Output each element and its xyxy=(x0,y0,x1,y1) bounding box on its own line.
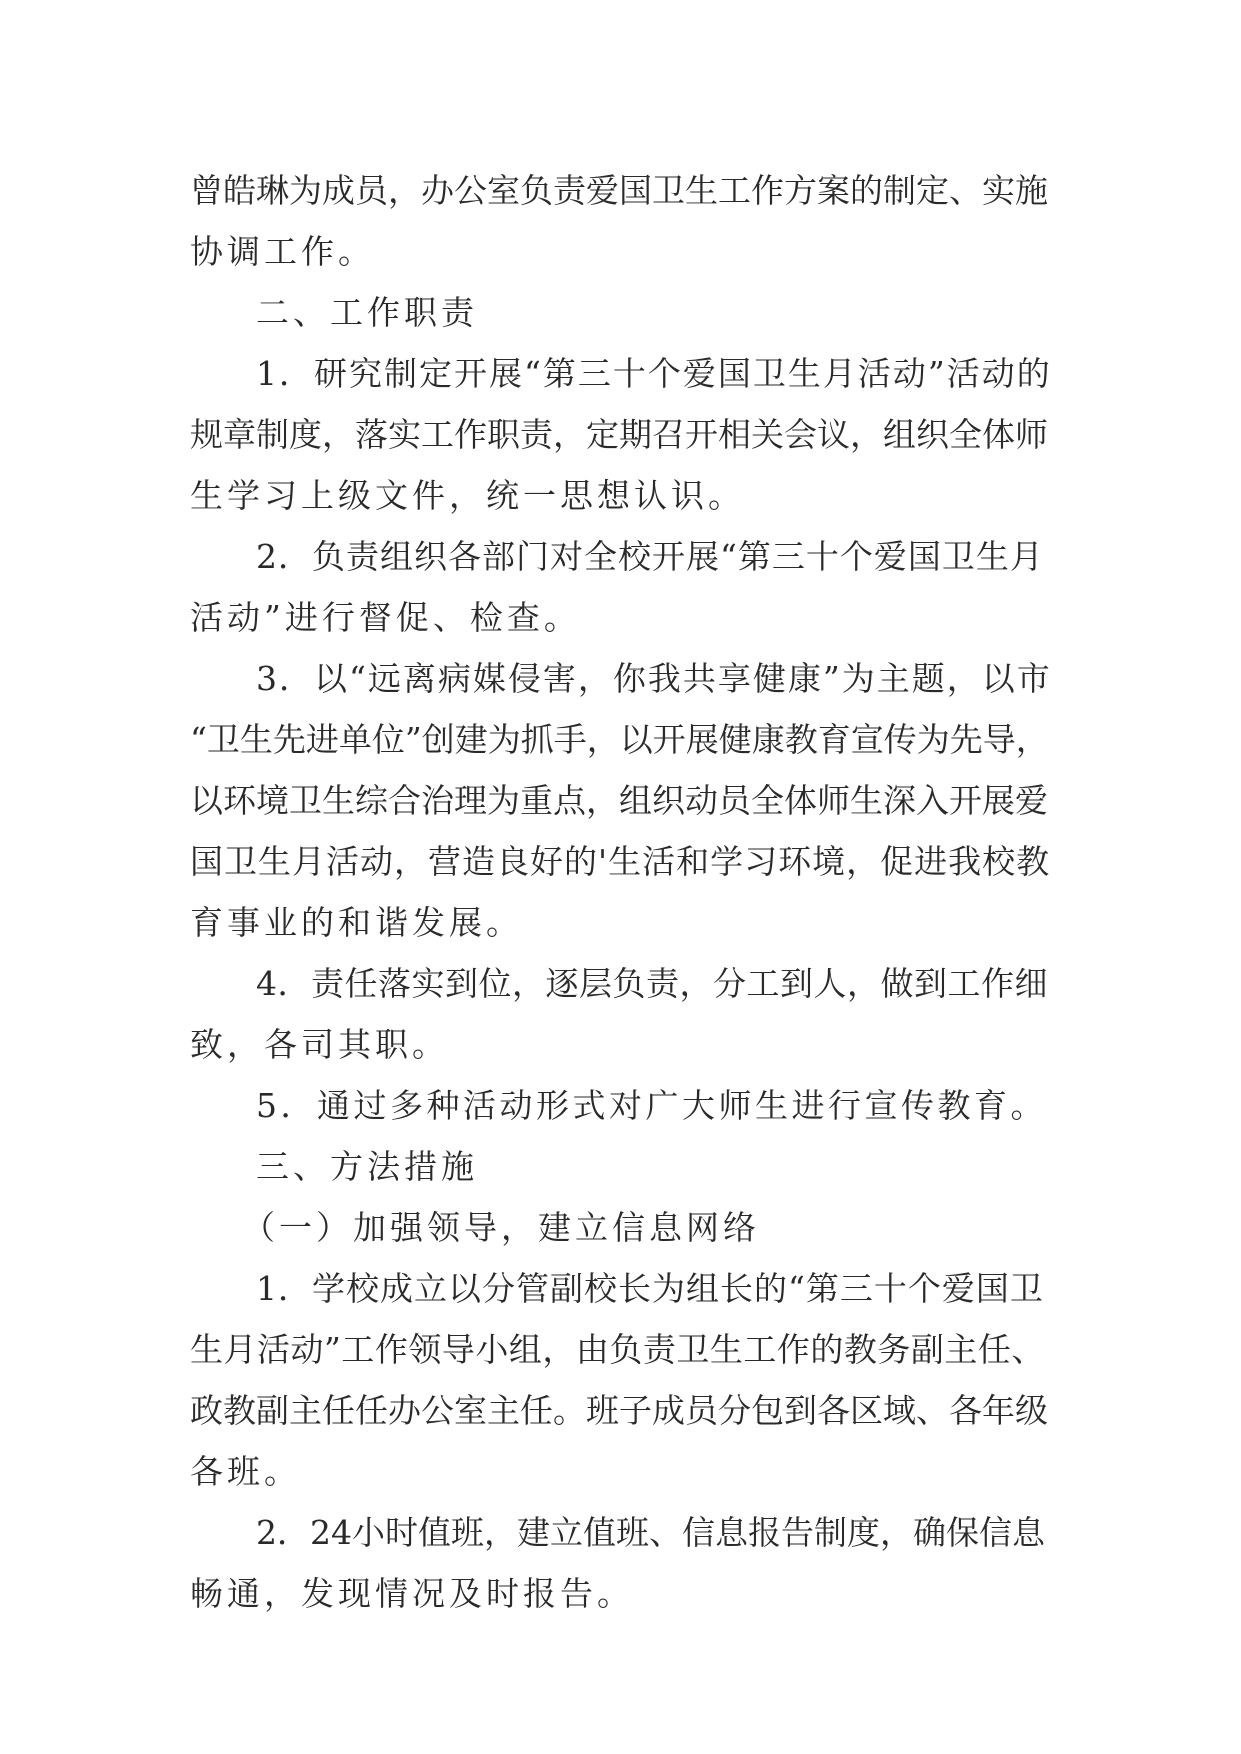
text-line: 以环境卫生综合治理为重点，组织动员全体师生深入开展爱 xyxy=(190,781,1048,820)
text-line: “卫生先进单位”创建为抓手，以开展健康教育宣传为先导， xyxy=(190,720,1049,759)
text-line: 各班。 xyxy=(190,1452,301,1491)
text-line: 2．24小时值班，建立值班、信息报告制度，确保信息 xyxy=(256,1513,1045,1552)
text-line: 活动”进行督促、检查。 xyxy=(190,598,581,637)
text-line: 5．通过多种活动形式对广大师生进行宣传教育。 xyxy=(256,1086,1047,1125)
text-line: 曾皓琳为成员，办公室负责爱国卫生工作方案的制定、实施 xyxy=(190,171,1048,210)
text-line: 3．以“远离病媒侵害，你我共享健康”为主题，以市 xyxy=(256,659,1052,698)
subsection-heading: （一）加强领导，建立信息网络 xyxy=(242,1208,760,1247)
text-line: 2．负责组织各部门对全校开展“第三十个爱国卫生月 xyxy=(256,537,1044,576)
section-heading: 二、工作职责 xyxy=(256,293,478,332)
text-line: 1．研究制定开展“第三十个爱国卫生月活动”活动的 xyxy=(256,354,1052,393)
text-line: 致，各司其职。 xyxy=(190,1025,449,1064)
text-line: 4．责任落实到位，逐层负责，分工到人，做到工作细 xyxy=(256,964,1048,1003)
text-line: 政教副主任任办公室主任。班子成员分包到各区域、各年级 xyxy=(190,1391,1048,1430)
text-line: 协调工作。 xyxy=(190,232,375,271)
text-line: 生学习上级文件，统一思想认识。 xyxy=(190,476,745,515)
text-line: 育事业的和谐发展。 xyxy=(190,903,523,942)
document-body xyxy=(190,160,1050,1624)
text-line: 国卫生月活动，营造良好的'生活和学习环境，促进我校教 xyxy=(190,842,1051,881)
text-line: 规章制度，落实工作职责，定期召开相关会议，组织全体师 xyxy=(190,415,1048,454)
text-line: 1．学校成立以分管副校长为组长的“第三十个爱国卫 xyxy=(256,1269,1044,1308)
text-line: 生月活动”工作领导小组，由负责卫生工作的教务副主任、 xyxy=(190,1330,1045,1369)
text-line: 畅通，发现情况及时报告。 xyxy=(190,1574,634,1613)
section-heading: 三、方法措施 xyxy=(256,1147,478,1186)
